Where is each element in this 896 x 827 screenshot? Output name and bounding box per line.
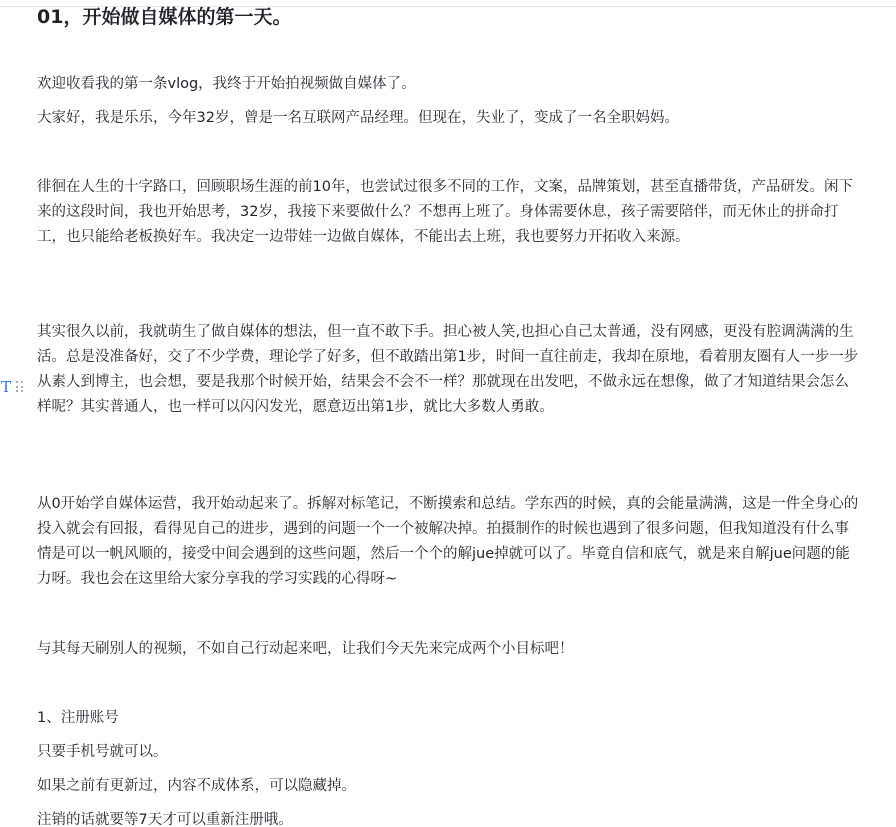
paragraph-intro[interactable]: 欢迎收看我的第一条vlog，我终于开始拍视频做自媒体了。 [37, 76, 416, 92]
drag-handle-icon[interactable] [16, 381, 24, 393]
block-gutter[interactable] [0, 376, 30, 398]
list-item[interactable]: 只要手机号就可以。 [37, 744, 168, 760]
text-type-icon[interactable]: T [0, 378, 11, 396]
list-item[interactable]: 如果之前有更新过，内容不成体系，可以隐藏掉。 [37, 778, 356, 794]
list-item-heading[interactable]: 1、注册账号 [37, 710, 119, 726]
paragraph-call-to-action[interactable]: 与其每天刷别人的视频，不如自己行动起来吧，让我们今天先来完成两个小目标吧！ [37, 641, 574, 657]
paragraph-self-intro[interactable]: 大家好，我是乐乐，今年32岁，曾是一名互联网产品经理。但现在，失业了，变成了一名全职妈妈。 [37, 110, 679, 126]
paragraph-hesitation[interactable]: 其实很久以前，我就萌生了做自媒体的想法，但一直不敢下手。担心被人笑,也担心自己太普通，没有网感，更没有腔调满满的生活。总是没准备好，交了不少学费，理论学了好多，但不敢踏出第1步，时间一直往前走，我却在原地，看着朋友圈有人一步一步从素人到博主，也会想，要是我那个时候开始，结果会不会不一样？那就现在出发吧，不做永远在想像，做了才知道结果会怎么样呢？其实普通人，也一样可以闪闪发光，愿意迈出第1步，就比大多数人勇敢。 [37, 324, 859, 415]
list-item[interactable]: 注销的话就要等7天才可以重新注册哦。 [37, 812, 293, 827]
paragraph-crossroads[interactable]: 徘徊在人生的十字路口，回顾职场生涯的前10年，也尝试过很多不同的工作，文案，品牌策划，甚至直播带货，产品研发。闲下来的这段时间，我也开始思考，32岁，我接下来要做什么？不想再上班了。身体需要休息，孩子需要陪伴，而无休止的拼命打工，也只能给老板换好车。我决定一边带娃一边做自媒体，不能出去上班，我也要努力开拓收入来源。 [37, 179, 853, 245]
page-title: 01，开始做自媒体的第一天。 [37, 6, 292, 28]
paragraph-learning[interactable]: 从0开始学自媒体运营，我开始动起来了。拆解对标笔记，不断摸索和总结。学东西的时候，真的会能量满满，这是一件全身心的投入就会有回报，看得见自己的进步，遇到的问题一个一个被解决掉。拍摄制作的时候也遇到了很多问题，但我知道没有什么事情是可以一帆风顺的，接受中间会遇到的这些问题，然后一个个的解jue掉就可以了。毕竟自信和底气，就是来自解jue问题的能力呀。我也会在这里给大家分享我的学习实践的心得呀~ [37, 496, 859, 587]
